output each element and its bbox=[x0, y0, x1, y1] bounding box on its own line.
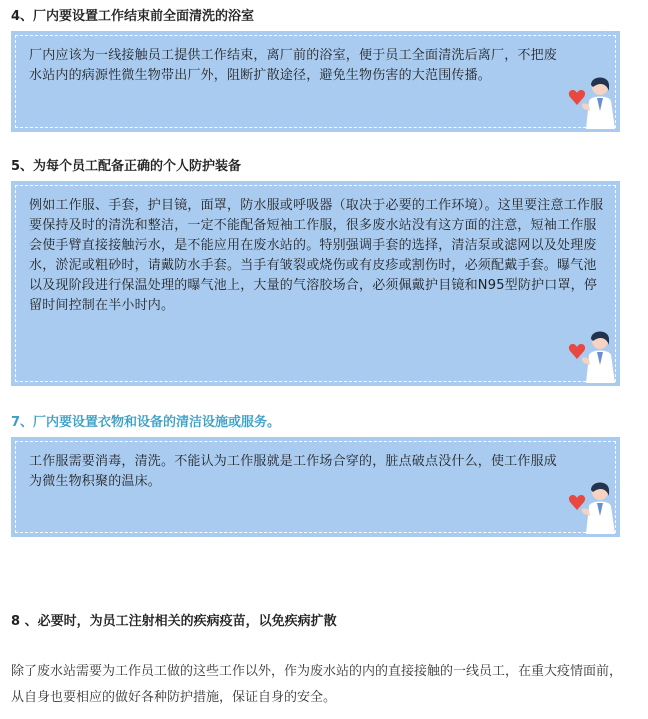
section-5-body: 例如工作服、手套，护目镜，面罩，防水服或呼吸器（取决于必要的工作环境）。这里要注意工作服要保持及时的清洗和整洁，一定不能配备短袖工作服，很多废水站没有这方面的注意，短袖工作服会使手臂直接接触污水，是不能应用在废水站的。特别强调手套的选择，清洁泵或滤网以及处理废水，淤泥或粗砂时，请戴防水手套。当手有皱裂或烧伤或有皮疹或割伤时，必须配戴手套。曝气池以及现阶段进行保温处理的曝气池上，大量的气溶胶场合，必须佩戴护目镜和N95型防护口罩，停留时间控制在半小时内。 bbox=[29, 198, 604, 313]
section-7-heading: 7、厂内要设置衣物和设备的清洁设施或服务。 bbox=[11, 415, 281, 430]
section-8-heading: 8 、必要时，为员工注射相关的疾病疫苗，以免疾病扩散 bbox=[11, 614, 337, 629]
section-5-heading: 5、为每个员工配备正确的个人防护装备 bbox=[11, 159, 242, 174]
doctor-heart-icon bbox=[560, 476, 618, 534]
section-4-body: 厂内应该为一线接触员工提供工作结束，离厂前的浴室，便于员工全面清洗后离厂，不把废水站内的病源性微生物带出厂外，阻断扩散途径，避免生物伤害的大范围传播。 bbox=[29, 48, 558, 83]
section-4-heading: 4、厂内要设置工作结束前全面清洗的浴室 bbox=[11, 9, 255, 24]
section-7-box bbox=[11, 437, 620, 537]
doctor-heart-icon bbox=[560, 71, 618, 129]
doctor-heart-icon bbox=[560, 325, 618, 383]
section-5-box bbox=[11, 181, 620, 386]
section-4-box bbox=[11, 31, 620, 132]
section-7-body: 工作服需要消毒，清洗。不能认为工作服就是工作场合穿的，脏点破点没什么，使工作服成为微生物积聚的温床。 bbox=[29, 454, 558, 489]
closing-paragraph: 除了废水站需要为工作员工做的这些工作以外，作为废水站的内的直接接触的一线员工，在重大疫情面前，从自身也要相应的做好各种防护措施，保证自身的安全。 bbox=[11, 664, 623, 705]
